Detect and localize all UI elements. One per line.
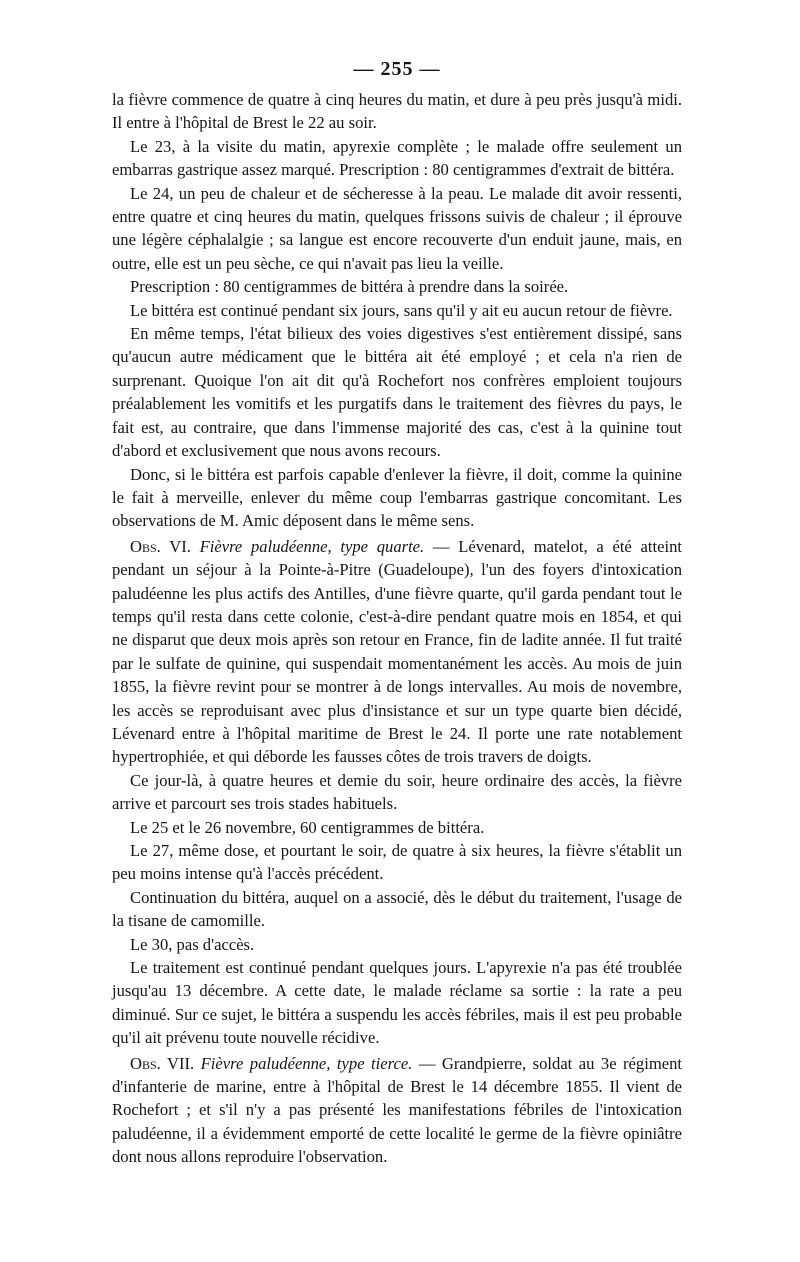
paragraph-text: En même temps, l'état bilieux des voies digestives s'est entièrement dissipé, sans qu'aucun autre médicament que le bittéra ait été employé ; et cela n'a rien de surprenant. Quoique l'on ait dit qu'à Rochefort nos confrères emploient toujours préalablement les vomitifs et les purgatifs dans le traitement des fièvres du pays, le fait est, au contraire, que dans l'immense majorité des cas, c'est à la quinine tout d'abord et exclusivement que nous avons recours. xyxy=(112,324,682,461)
paragraph xyxy=(112,88,682,135)
paragraph xyxy=(112,769,682,816)
paragraph-text: Donc, si le bittéra est parfois capable d'enlever la fièvre, il doit, comme la quinine le fait à merveille, enlever du même coup l'embarras gastrique concomitant. Les observations de M. Amic déposent dans le même sens. xyxy=(112,464,682,531)
paragraph-text: Le 27, même dose, et pourtant le soir, de quatre à six heures, la fièvre s'établit un peu moins intense qu'à l'accès précédent. xyxy=(112,841,682,884)
paragraph-text: la fièvre commence de quatre à cinq heures du matin, et dure à peu près jusqu'à midi. Il entre à l'hôpital de Brest le 22 au soir. xyxy=(112,90,682,133)
paragraph-text: Le 23, à la visite du matin, apyrexie complète ; le malade offre seulement un embarras gastrique assez marqué. Prescription : 80 centigrammes d'extrait de bittéra. xyxy=(112,136,682,180)
paragraph-text: Le bittéra est continué pendant six jours, sans qu'il y ait eu aucun retour de fièvre. xyxy=(130,300,673,320)
paragraph xyxy=(112,299,682,322)
text-body xyxy=(112,88,682,1169)
observation-label: Obs. VI. xyxy=(130,536,191,556)
paragraph-text: — Lévenard, matelot, a été atteint pendant un séjour à la Pointe-à-Pitre (Guadeloupe), l'un des foyers d'intoxication paludéenne les plus actifs des Antilles, d'une fièvre quarte, qu'il garda pendant tout le temps qu'il resta dans cette colonie, c'est-à-dire pendant quatre mois en 1854, et qui ne disparut que deux mois après son retour en France, fin de ladite année. Il fut traité par le sulfate de quinine, qui suspendait momentanément les accès. Au mois de juin 1855, la fièvre revint pour se montrer à de longs intervalles. Au mois de novembre, les accès se reproduisant avec plus d'insistance et sur un type quarte bien décidé, Lévenard entre à l'hôpital maritime de Brest le 24. Il porte une rate notablement hypertrophiée, et qui déborde les fausses côtes de trois travers de doigts. xyxy=(112,536,682,767)
paragraph-text: — Grandpierre, soldat au 3e régiment d'infanterie de marine, entre à l'hôpital de Brest le 14 décembre 1855. Il vient de Rochefort ; et s'il n'y a pas présenté les manifestations fébriles de l'intoxication paludéenne, il a évidemment emporté de cette localité le germe de la fièvre opiniâtre dont nous allons reproduire l'observation. xyxy=(112,1053,683,1167)
paragraph-text: Le 25 et le 26 novembre, 60 centigrammes de bittéra. xyxy=(130,817,485,837)
paragraph xyxy=(112,322,682,462)
paragraph-text: Continuation du bittéra, auquel on a associé, dès le début du traitement, l'usage de la tisane de camomille. xyxy=(112,887,682,931)
paragraph xyxy=(112,956,682,1050)
observation-title: Fièvre paludéenne, type tierce. xyxy=(200,1053,413,1073)
paragraph xyxy=(112,182,682,276)
paragraph-text: Prescription : 80 centigrammes de bittéra à prendre dans la soirée. xyxy=(130,277,569,297)
paragraph-text: Le traitement est continué pendant quelques jours. L'apyrexie n'a pas été troublée jusqu'au 13 décembre. A cette date, le malade réclame sa sortie : la rate a peu diminué. Sur ce sujet, le bittéra a suspendu les accès fébriles, mais il est peu probable qu'il ait prévenu toute nouvelle récidive. xyxy=(112,958,682,1048)
observation-label: Obs. VII. xyxy=(130,1053,195,1073)
paragraph xyxy=(112,463,682,533)
paragraph xyxy=(112,135,682,182)
paragraph-text: Le 24, un peu de chaleur et de sécheresse à la peau. Le malade dit avoir ressenti, entre quatre et cinq heures du matin, quelques frissons suivis de chaleur ; il éprouve une légère céphalalgie ; sa langue est encore recouverte d'un enduit jaune, mais, en outre, elle est un peu sèche, ce qui n'avait pas lieu la veille. xyxy=(112,183,682,273)
observation-paragraph xyxy=(112,535,682,769)
paragraph xyxy=(112,886,682,933)
page-number: — 255 — xyxy=(353,58,441,80)
observation-title: Fièvre paludéenne, type quarte. xyxy=(199,536,425,556)
observation-paragraph xyxy=(112,1052,682,1169)
paragraph xyxy=(112,275,682,298)
paragraph xyxy=(112,839,682,886)
paragraph xyxy=(112,933,682,956)
document-page xyxy=(112,58,682,1169)
paragraph-text: Le 30, pas d'accès. xyxy=(130,934,255,954)
paragraph-text: Ce jour-là, à quatre heures et demie du soir, heure ordinaire des accès, la fièvre arrive et parcourt ses trois stades habituels. xyxy=(112,770,682,814)
paragraph xyxy=(112,816,682,839)
